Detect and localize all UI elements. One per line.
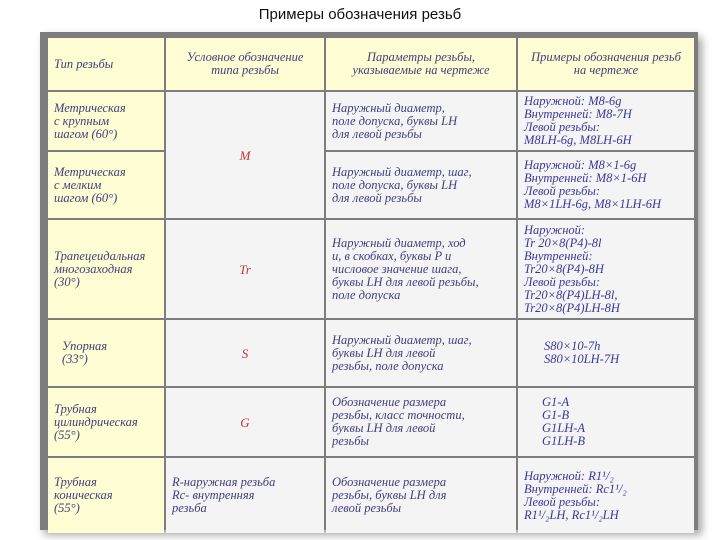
example-line: G1-A [542,395,570,409]
params-line: резьбы, поле допуска [332,358,444,373]
example-line: Внутренней: M8×1-6H [524,171,647,185]
params-line: Наружный диаметр, [332,100,445,115]
symbol-text: G [240,414,250,430]
params-line: левой резьбы [332,501,402,515]
type-line: (33°) [62,352,88,366]
symbol-buttress [166,320,324,386]
type-line: шагом (60°) [54,190,118,205]
example-line: Наружной: R1¹/₂ [524,468,614,483]
type-line: Трубная [54,475,97,489]
type-line: коническая [54,488,113,502]
row-buttress-examples [518,320,694,386]
example-line: M8LH-6g, M8LH-6H [524,133,632,147]
type-line: Метрическая [54,100,126,115]
row-buttress-params [326,320,516,386]
row-metric-fine-type [48,152,164,218]
row-trapezoidal-params [326,220,516,318]
row-pipe-cylindrical-type [48,388,164,456]
symbol-trapezoidal [166,220,324,318]
type-line: (55°) [54,427,80,442]
type-line: Упорная [62,339,108,353]
header-symbol-text: Условное обозначение типа резьбы [186,50,304,77]
example-line: Tr 20×8(P4)-8l [524,235,602,250]
row-metric-fine-examples [518,152,694,218]
row-pipe-cylindrical-examples [518,388,694,456]
params-line: Наружный диаметр, ход [332,235,466,250]
page-title: Примеры обозначения резьб [258,6,462,23]
example-line: S80×10LH-7H [544,352,620,366]
symbol-metric [166,92,324,218]
params-line: и, в скобках, буквы P и [332,248,452,263]
symbol-text: Tr [239,261,251,277]
params-line: числовое значение шага, [332,261,462,276]
example-line: Левой резьбы: [524,184,601,198]
row-pipe-conical-params [326,458,516,533]
params-line: резьбы, буквы LH для [332,488,447,502]
params-line: буквы LH для левой [332,421,436,435]
example-line: G1LH-B [542,434,586,448]
params-line: резьбы [332,434,369,448]
params-line: Наружный диаметр, шаг, [332,332,472,347]
row-metric-coarse-params [326,92,516,150]
header-type-text: Тип резьбы [54,56,114,71]
example-line: G1-B [542,408,570,422]
type-line: с мелким [54,177,102,192]
type-line: (55°) [54,501,80,515]
type-line: многозаходная [54,261,133,276]
example-line: Внутренней: Rc1¹/₂ [524,481,627,496]
params-line: резьбы, класс точности, [332,408,465,422]
row-buttress-type [48,320,164,386]
example-line: S80×10-7h [544,339,601,353]
row-pipe-conical-examples [518,458,694,533]
params-line: Обозначение размера [332,475,447,489]
example-line: Tr20×8(P4)-8H [524,261,604,276]
params-line: Обозначение размера [332,395,447,409]
header-examples-text: Примеры обозначения резьб на чертеже [531,50,681,77]
row-trapezoidal-type [48,220,164,318]
params-line: буквы LH для левой резьбы, [332,274,479,289]
example-line: Левой резьбы: [524,494,601,509]
params-line: поле допуска, буквы LH [332,177,458,192]
example-line: Наружной: [524,222,586,237]
row-metric-coarse-examples [518,92,694,150]
params-line: буквы LH для левой [332,345,436,360]
symbol-pipe-conical [166,458,324,533]
example-line: Наружной: M8-6g [524,94,622,108]
example-line: Наружной: M8×1-6g [524,158,637,172]
example-line: M8×1LH-6g, M8×1LH-6H [524,197,662,211]
example-line: Левой резьбы: [524,120,601,134]
symbol-line: резьба [172,501,207,515]
type-line: цилиндрическая [54,414,138,429]
example-line: Внутренней: [524,248,593,263]
row-metric-fine-params [326,152,516,218]
params-line: для левой резьбы [332,190,422,205]
symbol-pipe-cylindrical [166,388,324,456]
header-type [48,38,164,90]
type-line: шагом (60°) [54,126,118,141]
example-line: R1¹/₂LH, Rc1¹/₂LH [524,507,619,522]
symbol-text: M [239,147,251,163]
params-line: поле допуска [332,287,401,302]
params-line: поле допуска, буквы LH [332,113,458,128]
example-line: Tr20×8(P4)LH-8l, [524,287,618,302]
header-params-text: Параметры резьбы, указываемые на чертеже [352,50,490,77]
header-symbol [166,38,324,90]
example-line: G1LH-A [542,421,586,435]
example-line: Внутренней: M8-7H [524,107,632,121]
type-line: с крупным [54,113,110,128]
header-params [326,38,516,90]
example-line: Tr20×8(P4)LH-8H [524,300,620,315]
row-pipe-conical-type [48,458,164,533]
symbol-text: S [241,345,249,361]
params-line: Наружный диаметр, шаг, [332,164,472,179]
type-line: Трубная [54,401,97,416]
example-line: Левой резьбы: [524,274,601,289]
row-pipe-cylindrical-params [326,388,516,456]
row-metric-coarse-type [48,92,164,150]
type-line: Метрическая [54,164,126,179]
symbol-line: Rc- внутренняя [172,488,255,502]
params-line: для левой резьбы [332,126,422,141]
thread-table [48,38,694,533]
symbol-line: R-наружная резьба [172,475,276,489]
header-examples [518,38,694,90]
row-trapezoidal-examples [518,220,694,318]
type-line: Трапецеидальная [54,248,146,263]
type-line: (30°) [54,274,80,289]
